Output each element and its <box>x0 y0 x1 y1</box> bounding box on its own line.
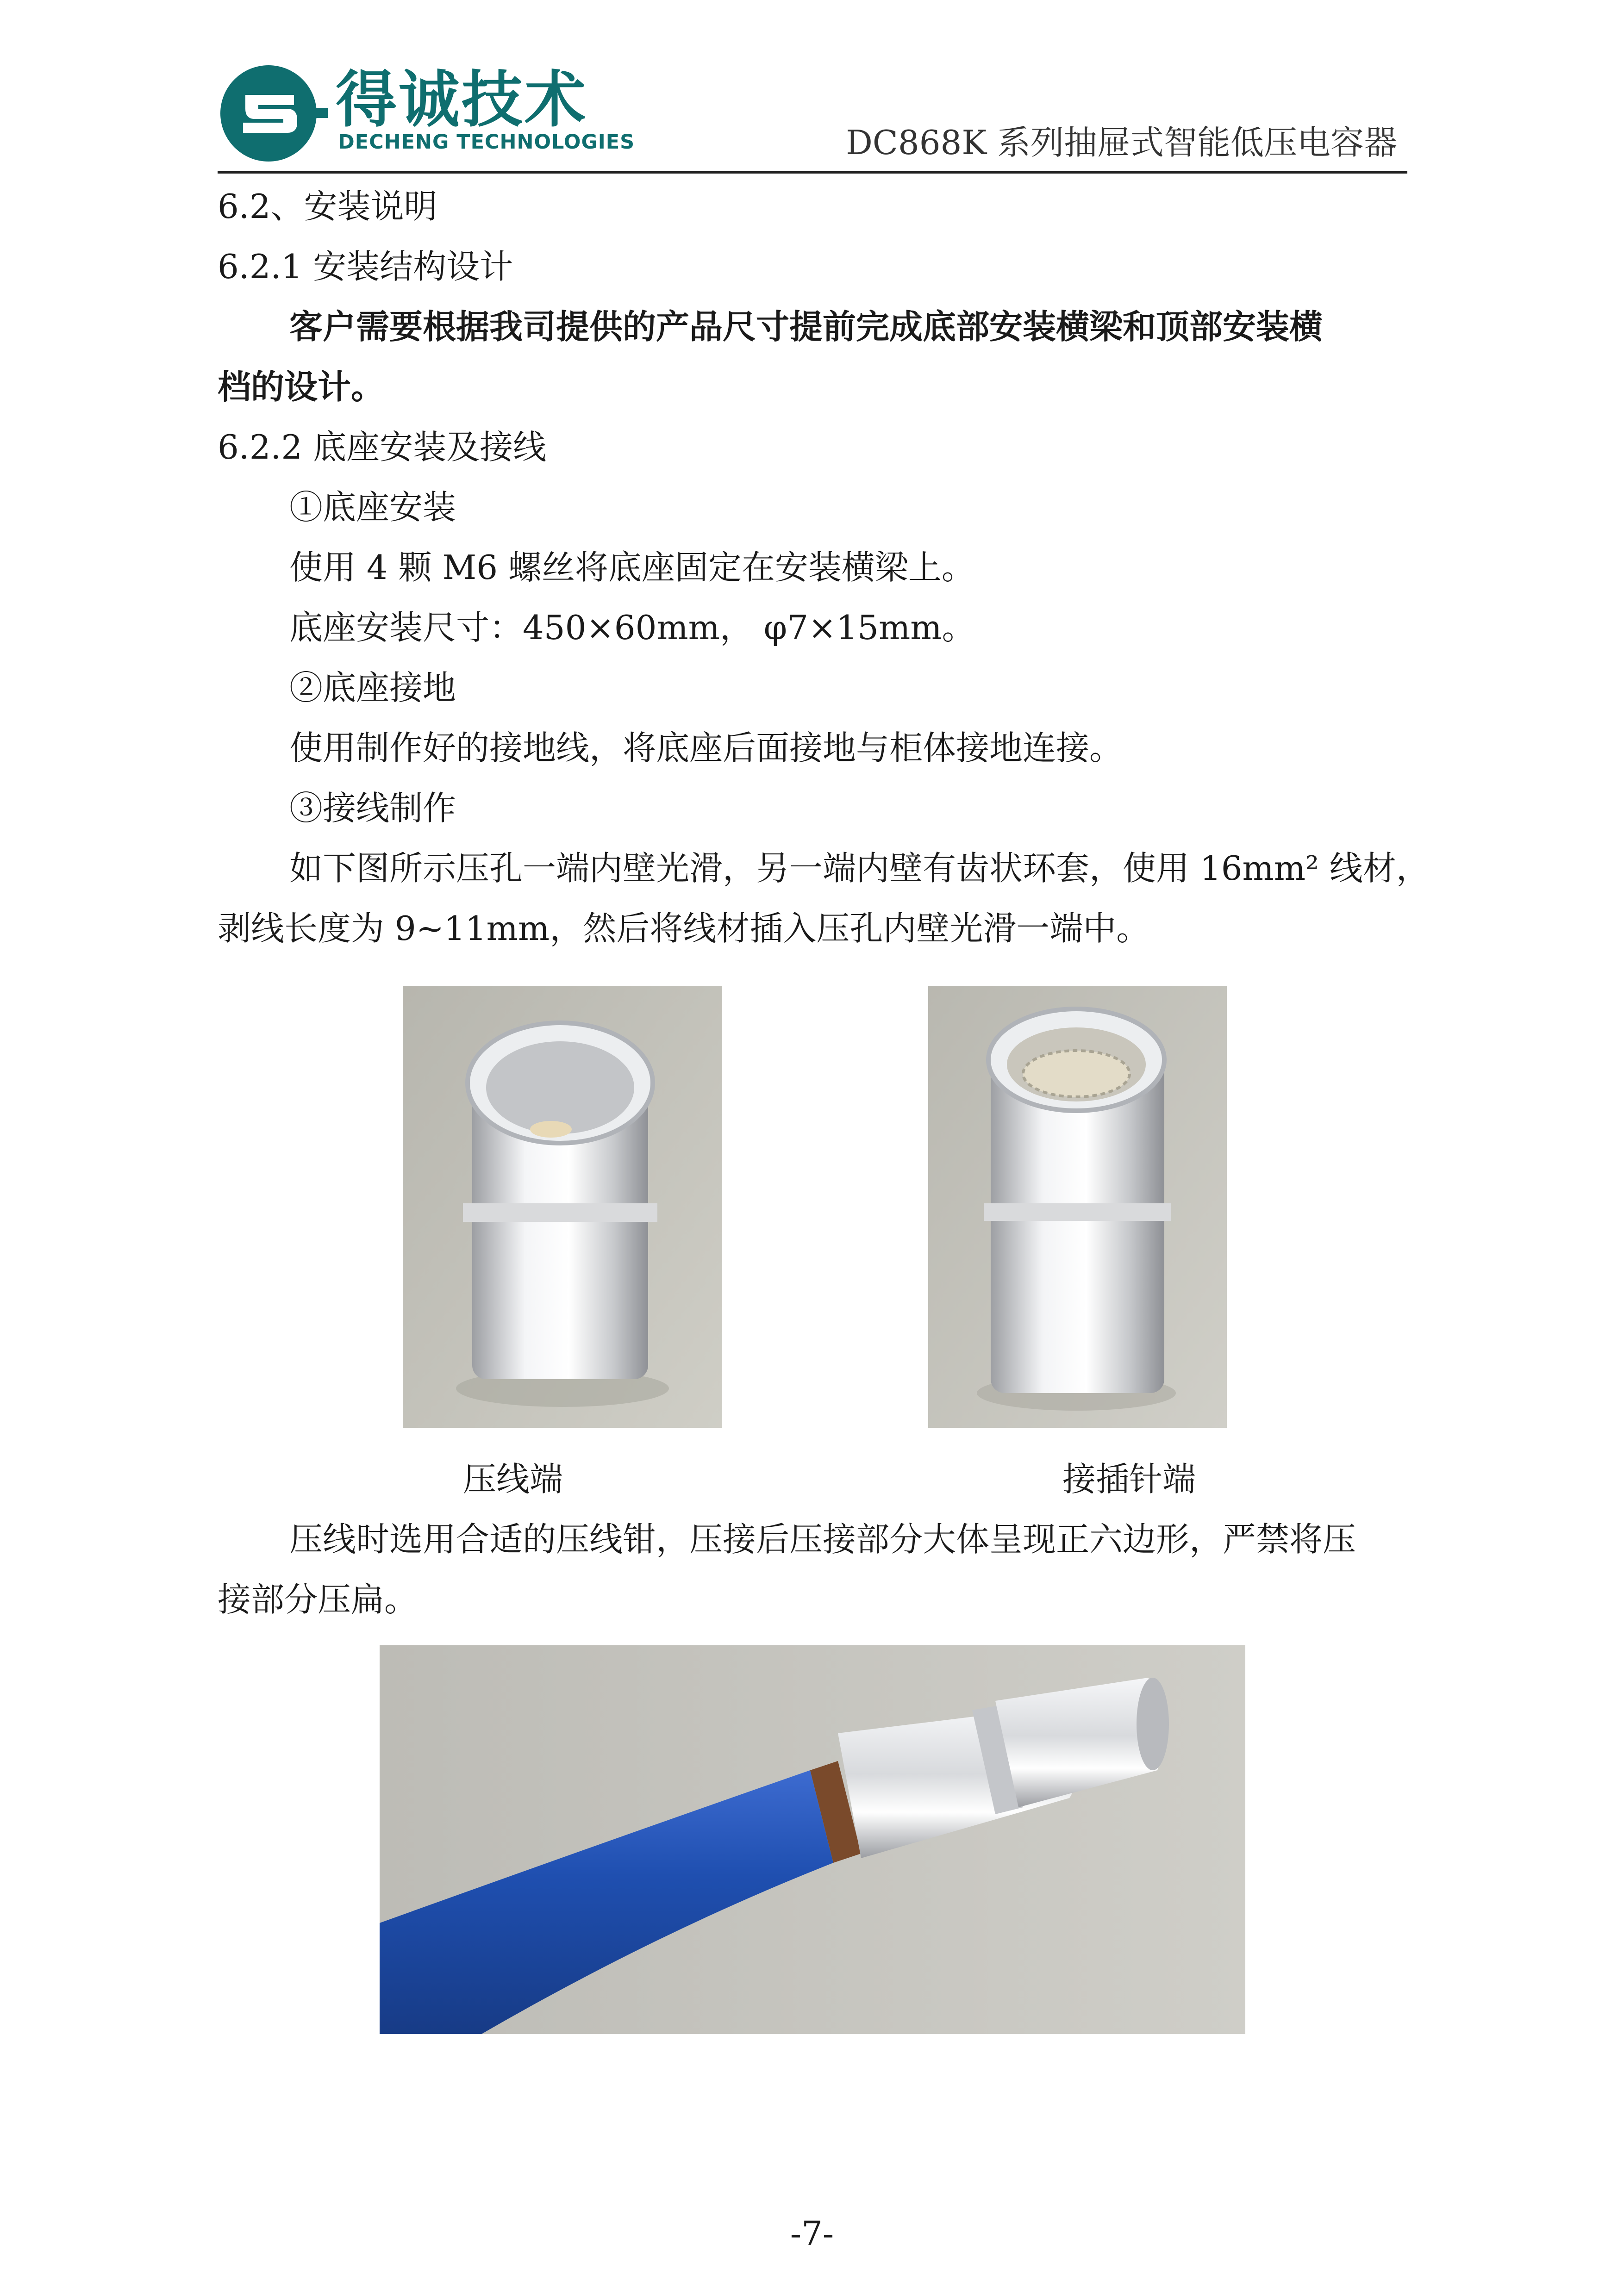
brand-name-cn: 得诚技术 <box>336 64 587 136</box>
paragraph-line: 使用制作好的接地线，将底座后面接地与柜体接地连接。 <box>289 728 1123 767</box>
paragraph-line: 档的设计。 <box>218 367 385 406</box>
paragraph-line: 如下图所示压孔一端内壁光滑，另一端内壁有齿状环套，使用 16mm² 线材， <box>289 849 1430 888</box>
pin-end-photo <box>928 986 1227 1428</box>
header-divider <box>218 171 1407 174</box>
caption-crimp-end: 压线端 <box>463 1460 563 1499</box>
paragraph-line: 底座安装尺寸：450×60mm， φ7×15mm。 <box>289 608 975 647</box>
section-heading: 6.2、安装说明 <box>218 187 437 226</box>
paragraph-line: 压线时选用合适的压线钳，压接后压接部分大体呈现正六边形，严禁将压 <box>289 1520 1356 1559</box>
caption-pin-end: 接插针端 <box>1062 1460 1196 1499</box>
paragraph-line: 剥线长度为 9~11mm，然后将线材插入压孔内壁光滑一端中。 <box>218 909 1150 948</box>
step-title: ①底座安装 <box>289 488 456 527</box>
brand-name-en: DECHENG TECHNOLOGIES <box>338 131 635 154</box>
paragraph-line: 客户需要根据我司提供的产品尺寸提前完成底部安装横梁和顶部安装横 <box>289 307 1323 346</box>
step-title: ③接线制作 <box>289 789 456 828</box>
document-title: DC868K 系列抽屉式智能低压电容器 <box>846 123 1397 162</box>
subsection-heading-base: 6.2.2 底座安装及接线 <box>218 428 547 467</box>
page-number: -7- <box>790 2214 834 2253</box>
crimp-end-photo <box>403 986 722 1428</box>
step-title: ②底座接地 <box>289 668 456 707</box>
subsection-heading-structure: 6.2.1 安装结构设计 <box>218 247 513 286</box>
paragraph-line: 接部分压扁。 <box>218 1580 418 1619</box>
company-logo-icon <box>218 62 329 164</box>
paragraph-line: 使用 4 颗 M6 螺丝将底座固定在安装横梁上。 <box>289 548 975 587</box>
crimped-cable-photo <box>380 1645 1245 2034</box>
